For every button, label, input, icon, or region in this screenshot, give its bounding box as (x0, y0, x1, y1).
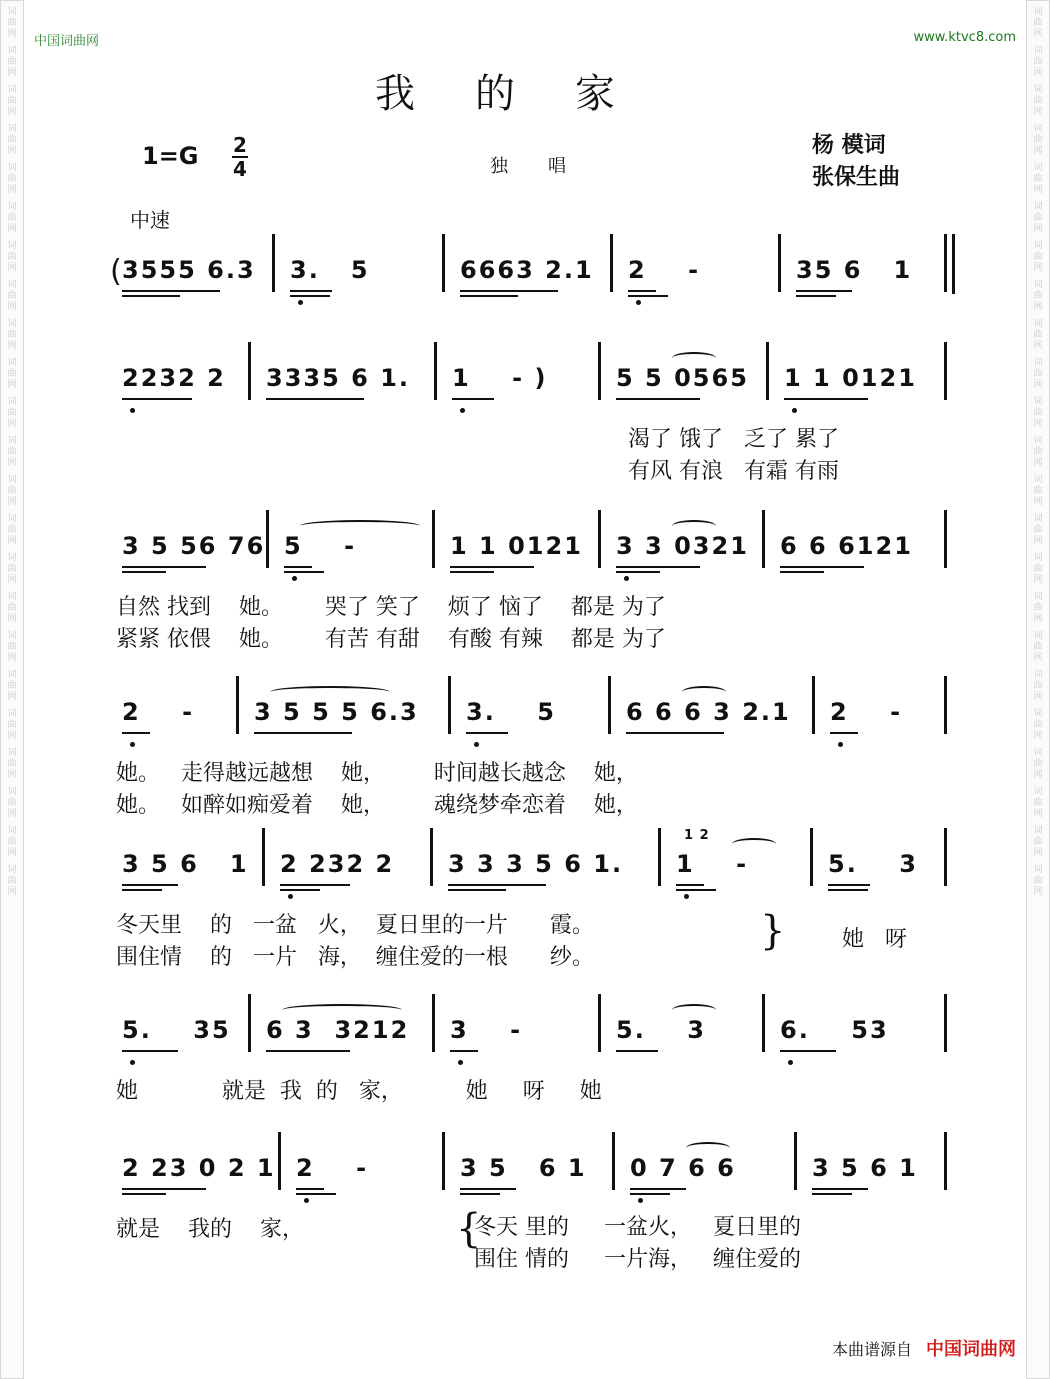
footer-credit (832, 1335, 1016, 1361)
measure-notes: 2 232 2 (280, 850, 395, 878)
barline (266, 510, 269, 568)
barline (262, 828, 265, 886)
lyricist-credit: 杨 模词 (812, 133, 886, 158)
beam-line (676, 884, 704, 886)
right-watermark-strip (1026, 0, 1050, 1379)
barline (778, 234, 781, 292)
barline (610, 234, 613, 292)
measure-notes: 3 3 0321 (616, 532, 749, 560)
measure-notes: 3 3 3 5 6 1. (448, 850, 624, 878)
barline (812, 676, 815, 734)
side-watermark-text: 词 曲 网 (1033, 865, 1043, 897)
measure-notes: 3 5 56 76 (122, 532, 266, 560)
beam-line (784, 398, 868, 400)
beam-line (280, 889, 320, 891)
side-watermark-text: 词 曲 网 (1033, 787, 1043, 819)
beam-line (628, 295, 668, 297)
measure-notes: 2 23 0 2 1 (122, 1154, 276, 1182)
barline (612, 1132, 615, 1190)
beam-line (122, 571, 166, 573)
side-watermark-text: 词 曲 网 (7, 787, 17, 819)
barline (658, 828, 661, 886)
left-watermark-strip (0, 0, 24, 1379)
measure-notes: 2232 2 (122, 364, 226, 392)
slur (672, 1004, 716, 1016)
measure-notes: 3555 6.3 (122, 256, 256, 284)
beam-line (460, 295, 518, 297)
beam-line (828, 884, 870, 886)
beam-line (630, 1193, 670, 1195)
barline (762, 510, 765, 568)
beam-line (122, 566, 206, 568)
beam-line (450, 1050, 478, 1052)
side-watermark-text: 词 曲 网 (1033, 709, 1043, 741)
beam-line (628, 290, 656, 292)
measure-notes: 2 - (296, 1154, 369, 1182)
octave-dot (474, 742, 479, 747)
beam-line (122, 290, 220, 292)
side-watermark-text: 词 曲 网 (7, 319, 17, 351)
beam-line (122, 889, 162, 891)
lyric-final-line-1: 冬天 里的 一盆火， 夏日里的 (474, 1215, 801, 1240)
side-watermark-text: 词 曲 网 (7, 163, 17, 195)
composer-credit: 张保生曲 (812, 165, 901, 190)
measure-notes: 2 - (830, 698, 903, 726)
side-watermark-text: 词 曲 网 (1033, 631, 1043, 663)
beam-line (676, 889, 716, 891)
barline (598, 510, 601, 568)
slur (732, 838, 776, 850)
beam-line (626, 732, 724, 734)
side-watermark-text: 词 曲 网 (7, 670, 17, 702)
lyric-final-line-2: 围住 情的 一片海， 缠住爱的 (474, 1247, 801, 1272)
beam-line (296, 1188, 324, 1190)
measure-notes: 5 5 0565 (616, 364, 749, 392)
octave-dot (684, 894, 689, 899)
measure-notes: 3 - (450, 1016, 523, 1044)
time-denominator: 4 (233, 157, 247, 181)
side-watermark-text: 词 曲 网 (1033, 280, 1043, 312)
beam-line (780, 1050, 836, 1052)
beam-line (448, 889, 506, 891)
beam-line (122, 398, 192, 400)
side-watermark-text: 词 曲 网 (7, 397, 17, 429)
beam-line (266, 1050, 350, 1052)
side-watermark-text: 词 曲 网 (7, 592, 17, 624)
barline (944, 676, 947, 734)
octave-dot (288, 894, 293, 899)
beam-line (828, 889, 868, 891)
octave-dot (130, 408, 135, 413)
time-signature (232, 133, 248, 181)
octave-dot (298, 300, 303, 305)
lyric-line-1: 就是 我的 家， (116, 1217, 304, 1242)
side-watermark-text: 词 曲 网 (1033, 241, 1043, 273)
barline (944, 234, 947, 292)
barline (248, 342, 251, 400)
barline (944, 342, 947, 400)
barline (794, 1132, 797, 1190)
octave-dot (792, 408, 797, 413)
measure-notes: 1 - (676, 850, 749, 878)
barline (944, 510, 947, 568)
beam-line (616, 1050, 658, 1052)
measure-notes: 2 - (628, 256, 701, 284)
slur (282, 1004, 402, 1016)
side-watermark-text: 词 曲 网 (1033, 358, 1043, 390)
beam-line (122, 732, 150, 734)
barline (944, 1132, 947, 1190)
measure-notes: 6 3 3212 (266, 1016, 410, 1044)
performance-style: 独唱 (490, 156, 606, 177)
measure-notes: 35 6 1 (796, 256, 913, 284)
side-watermark-text: 词 曲 网 (7, 709, 17, 741)
lyric-line-1: 自然 找到 她。 哭了 笑了 烦了 恼了 都是 为了 (116, 595, 666, 620)
beam-line (616, 566, 700, 568)
measure-notes: 6. 53 (780, 1016, 889, 1044)
measure-notes: 3. 5 (466, 698, 556, 726)
barline (598, 994, 601, 1052)
barline (944, 994, 947, 1052)
measure-notes: 1 1 0121 (450, 532, 583, 560)
beam-line (284, 566, 312, 568)
beam-line (296, 1193, 336, 1195)
octave-dot (624, 576, 629, 581)
measure-notes: 5 - (284, 532, 357, 560)
octave-dot (838, 742, 843, 747)
measure-notes: 5. 3 (828, 850, 918, 878)
beam-line (812, 1193, 852, 1195)
lyric-line-1: 她。 走得越远越想 她， 时间越长越念 她， (116, 761, 638, 786)
lyric-line-2: 她。 如醉如痴爱着 她， 魂绕梦牵恋着 她， (116, 793, 638, 818)
verse-brace: { (456, 1206, 482, 1252)
side-watermark-text: 词 曲 网 (1033, 670, 1043, 702)
octave-dot (130, 1060, 135, 1065)
slur (672, 352, 716, 364)
beam-line (460, 1188, 516, 1190)
side-watermark-text: 词 曲 网 (7, 241, 17, 273)
side-watermark-text: 词 曲 网 (1033, 514, 1043, 546)
beam-line (122, 1188, 206, 1190)
beam-line (280, 884, 350, 886)
barline (278, 1132, 281, 1190)
measure-notes: 6663 2.1 (460, 256, 594, 284)
beam-line (460, 290, 558, 292)
beam-line (448, 884, 546, 886)
octave-dot (636, 300, 641, 305)
side-watermark-text: 词 曲 网 (7, 475, 17, 507)
barline (432, 510, 435, 568)
side-watermark-text: 词 曲 网 (1033, 46, 1043, 78)
beam-line (452, 398, 494, 400)
barline (430, 828, 433, 886)
barline (762, 994, 765, 1052)
beam-line (630, 1188, 686, 1190)
measure-notes: 3 5 6 1 (460, 1154, 587, 1182)
beam-line (122, 295, 180, 297)
measure-notes: 3335 6 1. (266, 364, 411, 392)
octave-dot (458, 1060, 463, 1065)
measure-notes: 3 5 6 1 (122, 850, 249, 878)
side-watermark-text: 词 曲 网 (7, 514, 17, 546)
side-watermark-text: 词 曲 网 (1033, 397, 1043, 429)
barline (810, 828, 813, 886)
side-watermark-text: 词 曲 网 (7, 85, 17, 117)
side-watermark-text: 词 曲 网 (7, 553, 17, 585)
slur (270, 686, 390, 698)
barline (766, 342, 769, 400)
beam-line (616, 398, 700, 400)
barline (944, 828, 947, 886)
octave-dot (292, 576, 297, 581)
beam-line (254, 732, 352, 734)
side-watermark-text: 词 曲 网 (1033, 553, 1043, 585)
barline (598, 342, 601, 400)
octave-dot (638, 1198, 643, 1203)
verse-brace-close: } (760, 908, 786, 954)
measure-notes: 2 - (122, 698, 195, 726)
octave-dot (788, 1060, 793, 1065)
measure-notes: 6 6 6121 (780, 532, 913, 560)
key-signature: 1=G (142, 142, 199, 170)
time-numerator: 2 (233, 133, 247, 157)
side-watermark-text: 词 曲 网 (1033, 124, 1043, 156)
beam-line (122, 884, 178, 886)
slur (686, 1142, 730, 1154)
lyric-line-1: 渴了 饿了 乏了 累了 (628, 427, 839, 452)
barline (434, 342, 437, 400)
beam-line (450, 571, 494, 573)
barline (432, 994, 435, 1052)
beam-line (122, 1050, 178, 1052)
beam-line (266, 398, 364, 400)
measure-notes: 6 6 6 3 2.1 (626, 698, 791, 726)
lyric-ta-ya: 她 呀 (842, 927, 907, 952)
lyric-line-2: 有风 有浪 有霜 有雨 (628, 459, 839, 484)
beam-line (284, 571, 324, 573)
lyric-line-2: 紧紧 依偎 她。 有苦 有甜 有酸 有辣 都是 为了 (116, 627, 666, 652)
measure-notes: 0 7 6 6 (630, 1154, 736, 1182)
side-watermark-text: 词 曲 网 (1033, 826, 1043, 858)
intro-paren-open: ( (110, 254, 122, 289)
side-watermark-text: 词 曲 网 (7, 865, 17, 897)
beam-line (460, 1193, 500, 1195)
lyric-line-1: 她 就是 我 的 家， 她 呀 她 (116, 1079, 602, 1104)
side-watermark-text: 词 曲 网 (1033, 592, 1043, 624)
measure-notes: 3. 5 (290, 256, 370, 284)
side-watermark-text: 词 曲 网 (7, 631, 17, 663)
side-watermark-text: 词 曲 网 (7, 826, 17, 858)
octave-dot (130, 742, 135, 747)
side-watermark-text: 词 曲 网 (1033, 436, 1043, 468)
barline (236, 676, 239, 734)
beam-line (466, 732, 508, 734)
beam-line (780, 571, 824, 573)
barline (442, 234, 445, 292)
barline (272, 234, 275, 292)
beam-line (122, 1193, 166, 1195)
footer-brand-link[interactable]: 中国词曲网 (926, 1339, 1016, 1360)
side-watermark-text: 词 曲 网 (7, 202, 17, 234)
side-watermark-text: 词 曲 网 (7, 7, 17, 39)
side-watermark-text: 词 曲 网 (1033, 748, 1043, 780)
octave-dot (460, 408, 465, 413)
side-watermark-text: 词 曲 网 (1033, 319, 1043, 351)
side-watermark-text: 词 曲 网 (7, 46, 17, 78)
side-watermark-text: 词 曲 网 (1033, 475, 1043, 507)
site-url-link[interactable]: www.ktvc8.com (913, 30, 1016, 45)
measure-notes: 1 1 0121 (784, 364, 917, 392)
side-watermark-text: 词 曲 网 (7, 748, 17, 780)
side-watermark-text: 词 曲 网 (1033, 85, 1043, 117)
measure-notes: 3 5 6 1 (812, 1154, 918, 1182)
volta-marking: 1 2 (684, 828, 710, 843)
slur (682, 686, 726, 698)
beam-line (450, 566, 534, 568)
tempo-marking: 中速 (130, 208, 170, 232)
site-name-link[interactable]: 中国词曲网 (34, 34, 100, 49)
barline (448, 676, 451, 734)
beam-line (796, 295, 836, 297)
lyric-line-2: 围住情 的 一片 海， 缠住爱的一根 纱。 (116, 945, 594, 970)
barline (248, 994, 251, 1052)
lyric-line-1: 冬天里 的 一盆 火， 夏日里的一片 霞。 (116, 913, 594, 938)
barline (442, 1132, 445, 1190)
slur (672, 520, 716, 532)
measure-notes: 5. 35 (122, 1016, 231, 1044)
final-barline (952, 234, 955, 294)
beam-line (616, 571, 660, 573)
measure-notes: 1 - ) (452, 364, 548, 392)
side-watermark-text: 词 曲 网 (1033, 7, 1043, 39)
measure-notes: 5. 3 (616, 1016, 706, 1044)
song-title: 我的家 (375, 71, 675, 117)
side-watermark-text: 词 曲 网 (7, 280, 17, 312)
beam-line (830, 732, 858, 734)
octave-dot (304, 1198, 309, 1203)
beam-line (290, 295, 330, 297)
measure-notes: 3 5 5 5 6.3 (254, 698, 419, 726)
beam-line (780, 566, 864, 568)
side-watermark-text: 词 曲 网 (7, 436, 17, 468)
footer-source-label: 本曲谱源自 (831, 1340, 912, 1359)
barline (608, 676, 611, 734)
side-watermark-text: 词 曲 网 (1033, 202, 1043, 234)
side-watermark-text: 词 曲 网 (1033, 163, 1043, 195)
side-watermark-text: 词 曲 网 (7, 124, 17, 156)
beam-line (812, 1188, 868, 1190)
beam-line (796, 290, 852, 292)
slur (300, 520, 420, 532)
side-watermark-text: 词 曲 网 (7, 358, 17, 390)
beam-line (290, 290, 332, 292)
